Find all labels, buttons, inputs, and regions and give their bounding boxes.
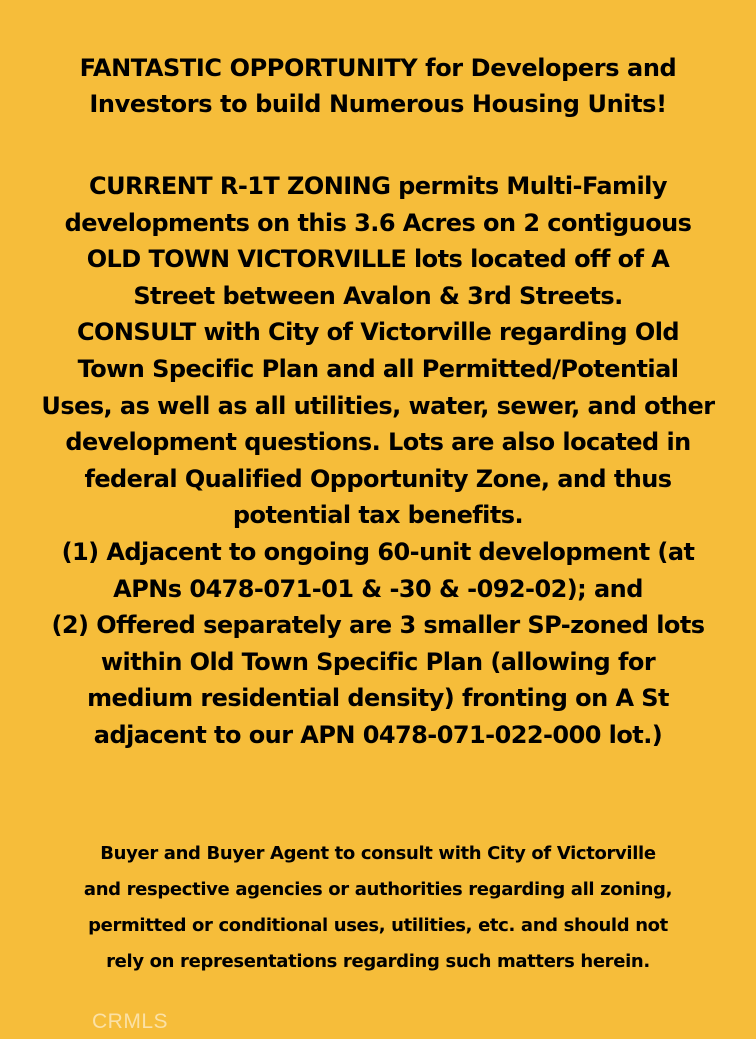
body-line: development questions. Lots are also located in [65, 428, 691, 457]
body-line: within Old Town Specific Plan (allowing for [100, 647, 656, 676]
body-line: potential tax benefits. [232, 501, 524, 530]
crmls-watermark: CRMLS [92, 1010, 169, 1033]
body-line: adjacent to our APN 0478-071-022-000 lot.) [93, 720, 663, 749]
body-line: (2) Offered separately are 3 smaller SP-zoned lots [51, 611, 705, 640]
disclaimer-line: permitted or conditional uses, utilities, etc. and should not [88, 915, 668, 936]
headline-line: FANTASTIC OPPORTUNITY for Developers and [79, 54, 677, 82]
body-line: OLD TOWN VICTORVILLE lots located off of A [86, 245, 670, 274]
headline [0, 50, 756, 122]
body-line: Street between Avalon & 3rd Streets. [133, 281, 623, 310]
body-line: CONSULT with City of Victorville regarding Old [76, 318, 680, 347]
body-line: Town Specific Plan and all Permitted/Potential [77, 354, 679, 383]
body-line: medium residential density) fronting on A St [87, 684, 669, 713]
body-line: Uses, as well as all utilities, water, sewer, and other [41, 391, 715, 420]
body-line: (1) Adjacent to ongoing 60-unit development (at [61, 537, 695, 566]
body-line: CURRENT R-1T ZONING permits Multi-Family [89, 172, 667, 200]
body-line: APNs 0478-071-01 & -30 & -092-02); and [113, 574, 643, 603]
body-line: developments on this 3.6 Acres on 2 contiguous [64, 208, 692, 237]
disclaimer-line: and respective agencies or authorities regarding all zoning, [83, 879, 673, 900]
description-body [0, 168, 756, 754]
headline-line: Investors to build Numerous Housing Units! [89, 90, 667, 118]
disclaimer-line: Buyer and Buyer Agent to consult with City of Victorville [100, 843, 656, 864]
disclaimer-line: rely on representations regarding such matters herein. [106, 951, 650, 972]
body-line: federal Qualified Opportunity Zone, and thus [84, 464, 672, 493]
disclaimer [0, 836, 756, 980]
